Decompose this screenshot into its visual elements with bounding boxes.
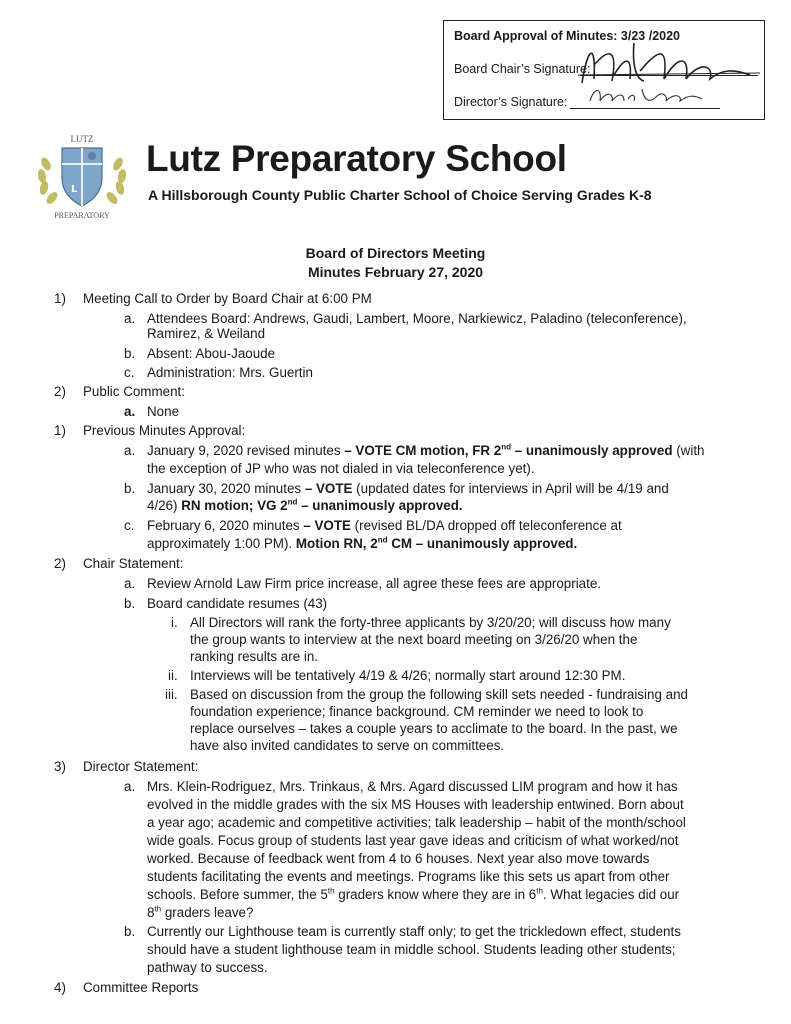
roman-numeral: ii. (168, 668, 178, 683)
minutes-date: Minutes February 27, 2020 (307, 264, 484, 280)
item-number: 1) (54, 423, 66, 438)
lighthouse-line1: Currently our Lighthouse team is currently staff only; to get the trickledown effect, students (147, 924, 681, 939)
interview-dates: Interviews will be tentatively 4/19 & 4/26; normally start around 12:30 PM. (190, 668, 626, 683)
lim-program-line7: schools. Before summer, the 5th graders know where they are in 6th. What legacies did our (147, 886, 680, 902)
item-number: 2) (54, 556, 66, 571)
lighthouse-line3: pathway to success. (147, 960, 268, 975)
minutes-jan30-line2: 4/26) RN motion; VG 2nd – unanimously approved. (147, 497, 463, 513)
subitem-letter: b. (124, 481, 136, 496)
logo-text-top: LUTZ (70, 134, 94, 144)
director-signature-label: Director’s Signature: (454, 95, 568, 109)
subitem-letter: c. (124, 365, 135, 380)
minutes-jan9-line2: the exception of JP who was not dialed in via teleconference yet). (147, 461, 535, 476)
skill-sets-line4: have also invited candidates to serve on committees. (190, 738, 505, 753)
public-comment-none: None (147, 404, 180, 419)
subitem-letter: a. (124, 576, 136, 591)
candidate-resumes: Board candidate resumes (43) (147, 596, 328, 611)
lighthouse-line2: should have a student lighthouse team in middle school. Students leading other students; (147, 942, 676, 957)
rank-applicants-line3: ranking results are in. (190, 649, 319, 664)
approval-box (443, 20, 765, 120)
lim-program-line2: evolved in the middle grades with the six MS Houses with leadership entwined. Born about (147, 797, 684, 812)
school-subtitle: A Hillsborough County Public Charter School of Choice Serving Grades K-8 (148, 187, 652, 203)
item-number: 3) (54, 759, 66, 774)
attendees-line1: Attendees Board: Andrews, Gaudi, Lambert, Moore, Narkiewicz, Paladino (teleconference), (147, 311, 687, 326)
roman-numeral: i. (171, 615, 178, 630)
lim-program-line3: a year ago; academic and competitive activities; talk leadership – habit of the month/school (147, 815, 686, 830)
lim-program-line5: worked. Because of feedback went from 4 to 6 houses. Next year also move towards (147, 851, 650, 866)
meeting-title: Board of Directors Meeting (305, 245, 486, 261)
arnold-law-firm: Review Arnold Law Firm price increase, all agree these fees are appropriate. (147, 576, 602, 591)
subitem-letter: b. (124, 346, 136, 361)
subitem-letter: b. (124, 596, 136, 611)
subitem-letter: b. (124, 924, 136, 939)
minutes-feb6-line1: February 6, 2020 minutes – VOTE (revised BL/DA dropped off teleconference at (147, 518, 622, 533)
attendees-line2: Ramirez, & Weiland (147, 326, 266, 341)
skill-sets-line3: replace ourselves – takes a couple years to acclimate to the board. In the past, we (190, 721, 678, 736)
lim-program-line8: 8th graders leave? (147, 904, 254, 920)
committee-reports: Committee Reports (83, 980, 199, 995)
administration: Administration: Mrs. Guertin (147, 365, 313, 380)
chair-signature-label: Board Chair’s Signature: (454, 62, 591, 76)
roman-numeral: iii. (165, 687, 178, 702)
school-name: Lutz Preparatory School (146, 138, 567, 179)
item-number: 1) (54, 291, 66, 306)
subitem-letter: a. (124, 311, 136, 326)
lim-program-line4: wide goals. Focus group of students last year gave ideas and criticism of what worked/not (147, 833, 679, 848)
absent: Absent: Abou-Jaoude (147, 346, 276, 361)
rank-applicants-line1: All Directors will rank the forty-three applicants by 3/20/20; will discuss how many (190, 615, 671, 630)
school-logo (30, 130, 134, 220)
subitem-letter: a. (124, 779, 136, 794)
chair-statement: Chair Statement: (83, 556, 184, 571)
svg-text:L: L (71, 184, 78, 195)
minutes-jan9-line1: January 9, 2020 revised minutes – VOTE CM motion, FR 2nd – unanimously approved (with (147, 442, 705, 458)
item-number: 4) (54, 980, 66, 995)
subitem-letter: a. (124, 404, 136, 419)
lim-program-line1: Mrs. Klein-Rodriguez, Mrs. Trinkaus, & Mrs. Agard discussed LIM program and how it has (147, 779, 678, 794)
previous-minutes: Previous Minutes Approval: (83, 423, 246, 438)
logo-text-bottom: PREPARATORY (54, 211, 110, 220)
approval-date: 3/23 /2020 (620, 29, 681, 43)
skill-sets-line2: foundation experience; finance background. CM reminder we need to look to (190, 704, 644, 719)
subitem-letter: a. (124, 443, 136, 458)
lim-program-line6: students facilitating the events and meetings. Programs like this sets us apart from other (147, 869, 670, 884)
rank-applicants-line2: the group wants to interview at the next board meeting on 3/26/20 when the (190, 632, 638, 647)
subitem-letter: c. (124, 518, 135, 533)
call-to-order: Meeting Call to Order by Board Chair at 6:00 PM (83, 291, 372, 306)
minutes-feb6-line2: approximately 1:00 PM). Motion RN, 2nd CM – unanimously approved. (147, 535, 578, 551)
public-comment: Public Comment: (83, 384, 185, 399)
skill-sets-line1: Based on discussion from the group the following skill sets needed - fundraising and (190, 687, 688, 702)
director-signature (584, 81, 714, 111)
director-statement: Director Statement: (83, 759, 199, 774)
item-number: 2) (54, 384, 66, 399)
approval-date-label: Board Approval of Minutes: 3/23 /2020 (454, 29, 681, 43)
minutes-jan30-line1: January 30, 2020 minutes – VOTE (updated dates for interviews in April will be 4/19 and (147, 481, 669, 496)
